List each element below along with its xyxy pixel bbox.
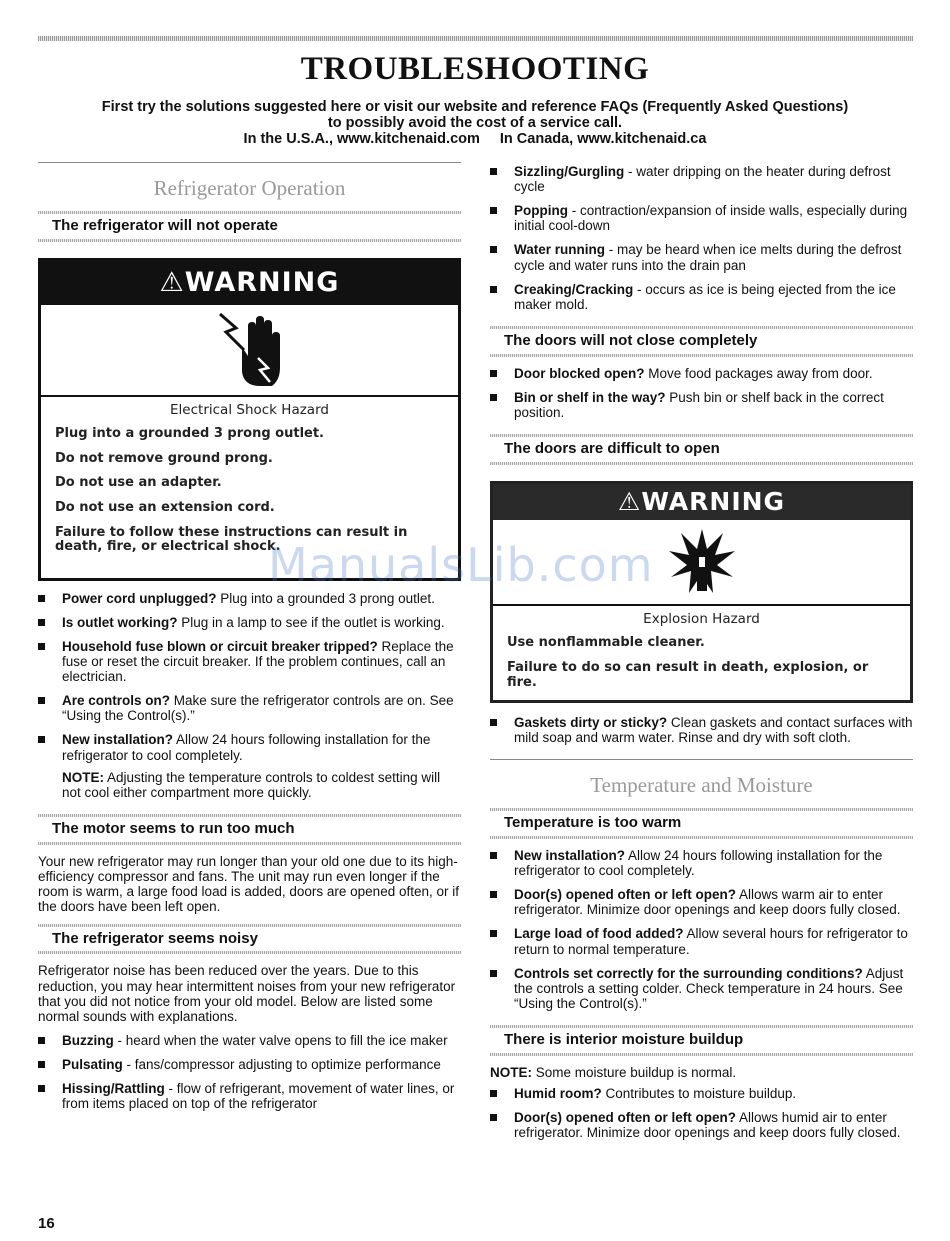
list-item: Power cord unplugged? Plug into a grounded 3 prong outlet. xyxy=(38,591,461,606)
explosion-warning-box xyxy=(490,481,913,703)
intro xyxy=(0,99,950,148)
top-rule xyxy=(38,36,913,41)
warning-line: Do not use an extension cord. xyxy=(55,499,275,515)
noise-list-continued xyxy=(490,164,913,312)
list-item: Buzzing - heard when the water valve opens to fill the ice maker xyxy=(38,1033,461,1048)
subhead-doors-difficult xyxy=(490,434,913,465)
list-item: Water running - may be heard when ice melts during the defrost cycle and water runs into the drain pan xyxy=(490,242,913,272)
electrical-shock-picture xyxy=(41,305,458,397)
list-item: Gaskets dirty or sticky? Clean gaskets and contact surfaces with mild soap and warm water. Rinse and dry with soft cloth. xyxy=(490,715,913,745)
electrical-warning-box xyxy=(38,258,461,581)
noise-list xyxy=(38,1033,461,1111)
section-title-temperature-moisture: Temperature and Moisture xyxy=(590,773,813,798)
page-title: TROUBLESHOOTING xyxy=(300,51,650,87)
intro-urls xyxy=(0,131,950,147)
subhead-too-warm xyxy=(490,808,913,839)
warning-line: Failure to do so can result in death, explosion, or fire. xyxy=(507,660,869,690)
subhead-title: The refrigerator seems noisy xyxy=(52,929,258,947)
page-number: 16 xyxy=(38,1215,55,1232)
too-warm-list xyxy=(490,848,913,1011)
right-column xyxy=(490,160,913,1149)
warning-triangle-icon: ⚠ xyxy=(617,487,642,517)
list-item: Are controls on? Make sure the refrigerator controls are on. See “Using the Control(s).” xyxy=(38,693,461,723)
list-item: Door blocked open? Move food packages away from door. xyxy=(490,366,913,381)
bullet-square-icon xyxy=(490,1114,497,1121)
warning-header xyxy=(493,484,910,520)
bullet-square-icon xyxy=(38,736,45,743)
subhead-noisy xyxy=(38,924,461,955)
bullet-square-icon xyxy=(38,1085,45,1092)
warning-header xyxy=(41,261,458,305)
list-item: Is outlet working? Plug in a lamp to see if the outlet is working. xyxy=(38,615,461,630)
bullet-square-icon xyxy=(490,1090,497,1097)
warning-line: Do not remove ground prong. xyxy=(55,450,273,466)
section-title-refrigerator-operation: Refrigerator Operation xyxy=(153,176,346,200)
list-item: Large load of food added? Allow several hours for refrigerator to return to normal temperature. xyxy=(490,926,913,956)
bullet-square-icon xyxy=(490,246,497,253)
canada-website-link[interactable]: In Canada, www.kitchenaid.ca xyxy=(499,131,707,148)
hazard-name: Electrical Shock Hazard xyxy=(170,401,329,418)
subhead-title: The doors are difficult to open xyxy=(504,440,720,458)
list-item: New installation? Allow 24 hours following installation for the refrigerator to cool completely. xyxy=(38,732,461,762)
note: NOTE: Adjusting the temperature controls to coldest setting will not cool either compartment more quickly. xyxy=(62,769,441,800)
doors-not-close-list xyxy=(490,366,913,420)
subhead-doors-not-close xyxy=(490,326,913,357)
list-item: Household fuse blown or circuit breaker tripped? Replace the fuse or reset the circuit breaker. If the problem continues, call an electrician. xyxy=(38,639,461,684)
bullet-square-icon xyxy=(38,643,45,650)
bullet-square-icon xyxy=(490,207,497,214)
bullet-square-icon xyxy=(490,370,497,377)
warning-line: Use nonflammable cleaner. xyxy=(507,635,705,651)
will-not-operate-list xyxy=(38,591,461,763)
list-item: New installation? Allow 24 hours following installation for the refrigerator to cool completely. xyxy=(490,848,913,878)
moisture-note: NOTE: Some moisture buildup is normal. xyxy=(490,1064,737,1080)
moisture-list xyxy=(490,1086,913,1140)
list-item: Bin or shelf in the way? Push bin or shelf back in the correct position. xyxy=(490,390,913,420)
bullet-square-icon xyxy=(490,852,497,859)
bullet-square-icon xyxy=(38,1061,45,1068)
motor-paragraph: Your new refrigerator may run longer than your old one due to its high-efficiency compressor and fans. The unit may run even longer if the room is warm, a large food load is added, doors are opened often, or if the doors have been left open. xyxy=(38,854,459,915)
bullet-square-icon xyxy=(490,168,497,175)
warning-line: Do not use an adapter. xyxy=(55,475,222,491)
explosion-icon xyxy=(667,527,737,597)
warning-line: Plug into a grounded 3 prong outlet. xyxy=(55,425,324,441)
list-item: Hissing/Rattling - flow of refrigerant, movement of water lines, or from items placed on top of the refrigerator xyxy=(38,1081,461,1111)
warning-label: WARNING xyxy=(641,487,786,517)
subhead-title: The refrigerator will not operate xyxy=(52,216,278,234)
noisy-paragraph: Refrigerator noise has been reduced over the years. Due to this reduction, you may hear intermittent noises from your new refrigerator that you did not notice from your old model. Below are listed some normal sounds with explanations. xyxy=(38,963,456,1024)
warning-label: WARNING xyxy=(184,266,340,298)
intro-line-2: to possibly avoid the cost of a service call. xyxy=(327,115,623,132)
hazard-name: Explosion Hazard xyxy=(643,611,760,628)
intro-line-1: First try the solutions suggested here or visit our website and reference FAQs (Frequently Asked Questions) xyxy=(101,99,849,115)
list-item: Humid room? Contributes to moisture buildup. xyxy=(490,1086,913,1101)
bullet-square-icon xyxy=(490,719,497,726)
subhead-title: The motor seems to run too much xyxy=(52,820,295,838)
electric-shock-hand-icon xyxy=(214,310,286,390)
warning-body xyxy=(493,606,910,708)
bullet-square-icon xyxy=(490,286,497,293)
subhead-moisture xyxy=(490,1025,913,1056)
list-item: Pulsating - fans/compressor adjusting to optimize performance xyxy=(38,1057,461,1072)
list-item: Door(s) opened often or left open? Allows humid air to enter refrigerator. Minimize door openings and keep doors fully closed. xyxy=(490,1110,913,1140)
subhead-title: Temperature is too warm xyxy=(504,814,682,832)
list-item: Controls set correctly for the surrounding conditions? Adjust the controls a setting colder. Check temperature in 24 hours. See “Using the Control(s).” xyxy=(490,966,913,1011)
bullet-square-icon xyxy=(490,891,497,898)
list-item: Creaking/Cracking - occurs as ice is being ejected from the ice maker mold. xyxy=(490,282,913,312)
bullet-square-icon xyxy=(38,1037,45,1044)
subhead-will-not-operate xyxy=(38,211,461,242)
warning-triangle-icon: ⚠ xyxy=(159,266,185,298)
bullet-square-icon xyxy=(490,970,497,977)
subhead-title: The doors will not close completely xyxy=(504,331,758,349)
subhead-title: There is interior moisture buildup xyxy=(504,1030,744,1048)
watermark: ManualsLib.com xyxy=(268,538,654,592)
bullet-square-icon xyxy=(490,394,497,401)
subhead-motor xyxy=(38,814,461,845)
warning-line: Failure to follow these instructions can result in death, fire, or electrical shock. xyxy=(55,524,408,555)
list-item: Sizzling/Gurgling - water dripping on the heater during defrost cycle xyxy=(490,164,913,194)
bullet-square-icon xyxy=(38,697,45,704)
bullet-square-icon xyxy=(38,619,45,626)
bullet-square-icon xyxy=(490,930,497,937)
doors-difficult-list xyxy=(490,715,913,745)
warning-body xyxy=(41,397,458,573)
list-item: Door(s) opened often or left open? Allows warm air to enter refrigerator. Minimize door openings and keep doors fully closed. xyxy=(490,887,913,917)
left-column xyxy=(38,162,461,1120)
bullet-square-icon xyxy=(38,595,45,602)
usa-website-link[interactable]: In the U.S.A., www.kitchenaid.com xyxy=(243,131,480,148)
list-item: Popping - contraction/expansion of inside walls, especially during initial cool-down xyxy=(490,203,913,233)
explosion-picture xyxy=(493,520,910,606)
